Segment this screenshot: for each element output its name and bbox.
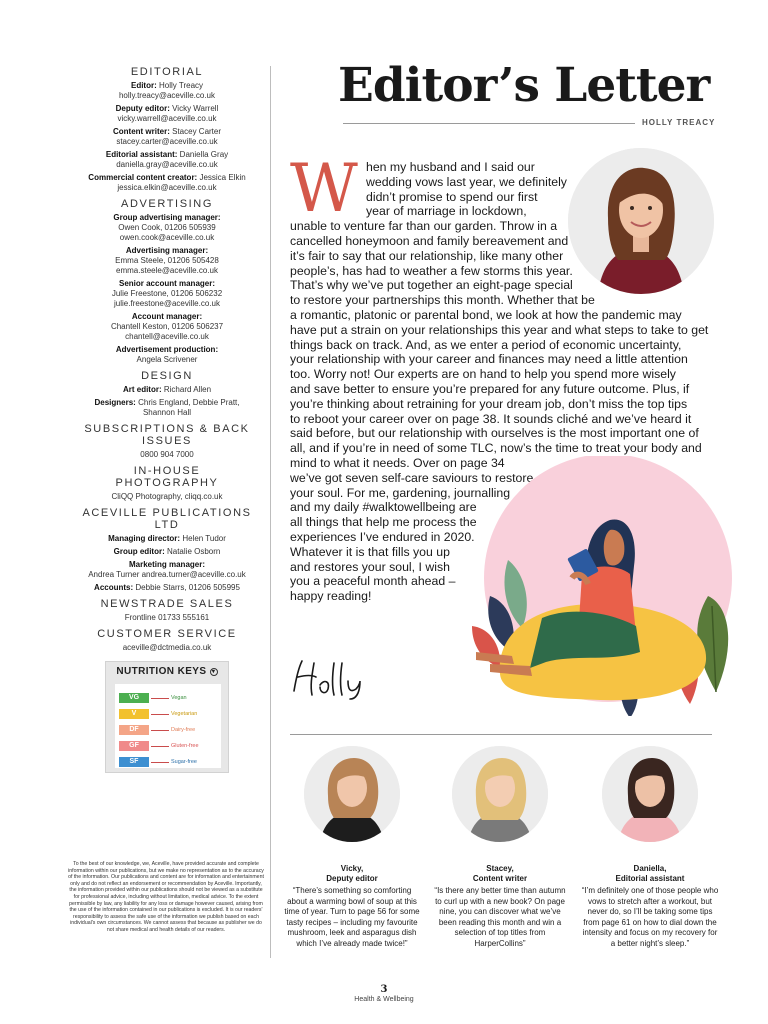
nutrition-key-badge: VG xyxy=(119,693,149,703)
advertising-heading: ADVERTISING xyxy=(121,198,213,210)
publisher-heading: ACEVILLE PUBLICATIONS LTD xyxy=(82,507,252,531)
masthead-entry: Designers: Chris England, Debbie Pratt, Shannon Hall xyxy=(94,398,240,417)
letter-line: wedding vows last year, we definitely xyxy=(366,174,567,189)
contributor-role: Editorial assistant xyxy=(615,874,685,883)
page-title: Editor’s Letter xyxy=(338,58,710,113)
reading-woman-illustration xyxy=(460,456,736,716)
nutrition-keys-title: NUTRITION KEYS ▾ xyxy=(106,666,228,677)
letter-line: all things that help me process the xyxy=(290,515,477,530)
letter-line: have put a strain on your relationships this year and what steps to take to get xyxy=(290,322,709,337)
masthead-entry: Accounts: Debbie Starrs, 01206 505995 xyxy=(94,583,240,592)
letter-line: unable to venture far than our garden. Throw in a xyxy=(290,219,558,234)
letter-line: your soul. For me, gardening, journalling xyxy=(290,485,511,500)
contributor-portrait xyxy=(452,746,548,842)
nutrition-keys-panel xyxy=(105,661,229,773)
masthead-entry: Group editor: Natalie Osborn xyxy=(113,547,221,556)
contributor-quote: “There’s something so comforting about a warming bowl of soup at this time of year. Turn to page 56 for some tasty recipes – including my favourite mushroom, leek and asparagus dish which I’ve already made twice!” xyxy=(284,886,420,948)
letter-line: it’s fair to say that our relationship, like many other xyxy=(290,248,564,263)
customer-service-email: aceville@dctmedia.co.uk xyxy=(122,643,212,652)
nutrition-key-badge: SF xyxy=(119,757,149,767)
letter-line: happy reading! xyxy=(290,589,372,604)
letter-line: your relationship with your career and finances may need a little attention xyxy=(290,352,688,367)
letter-line: hen my husband and I said our xyxy=(366,160,535,174)
letter-line: experiences I’ve endured in 2020. xyxy=(290,529,475,544)
subscriptions-heading: SUBSCRIPTIONS & BACK ISSUES xyxy=(84,423,250,447)
contributor-quote: “Is there any better time than autumn to curl up with a new book? On page nine, you can discover what we’ve been reading this month and win a selection of top titles from HarperCollins” xyxy=(434,886,566,948)
masthead-entry: Editor: Holly Treacy holly.treacy@aceville.co.uk xyxy=(118,81,215,100)
letter-line: year of marriage in lockdown, xyxy=(366,204,527,219)
masthead-entry: Senior account manager: Julie Freestone, 01206 506232 julie.freestone@aceville.co.uk xyxy=(111,279,223,308)
letter-line: and my daily #walktowellbeing are xyxy=(290,500,477,515)
arrow-icon xyxy=(151,698,169,699)
nutrition-key-label: Vegetarian xyxy=(171,711,198,717)
masthead-entry: Content writer: Stacey Carter stacey.carter@aceville.co.uk xyxy=(112,127,222,146)
contributor-portrait xyxy=(602,746,698,842)
letter-line: didn’t promise to spend our first xyxy=(366,189,538,204)
contributor-quote: “I’m definitely one of those people who vows to stretch after a workout, but never do, so I’ll be taking some tips from page 61 on how to dial down the intensity and focus on my recovery for a better night’s sleep.” xyxy=(581,886,719,948)
masthead-entry: Marketing manager: Andrea Turner andrea.turner@aceville.co.uk xyxy=(88,560,246,579)
masthead-entry: Managing director: Helen Tudor xyxy=(108,534,226,543)
masthead-entry: Advertising manager: Emma Steele, 01206 505428 emma.steele@aceville.co.uk xyxy=(115,246,219,275)
nutrition-key-row xyxy=(115,690,221,706)
letter-line: Whatever it is that fills you up xyxy=(290,544,450,559)
column-divider xyxy=(270,66,271,958)
contributor-name: Vicky, xyxy=(340,864,364,873)
letter-line: too. Worry not! Our experts are on hand to help you spend more wisely xyxy=(290,367,676,382)
letter-line: and save better to ensure you’re prepared for any future outcome. Plus, if xyxy=(290,381,690,396)
letter-line: said before, but our relationship with ourselves is the most important one of xyxy=(290,426,699,441)
chevron-down-icon: ▾ xyxy=(210,668,218,676)
editor-signature xyxy=(290,655,400,700)
masthead-sidebar xyxy=(82,66,252,773)
letter-line: people’s, has had to weather a few storms this year. xyxy=(290,263,573,278)
masthead-entry: Group advertising manager: Owen Cook, 01206 505939 owen.cook@aceville.co.uk xyxy=(113,213,221,242)
section-name: Health & Wellbeing xyxy=(354,996,414,1003)
letter-line: things back on track. And, as we enter a period of economic uncertainty, xyxy=(290,337,682,352)
letter-line: to restore your partnerships this month. Whether that be xyxy=(290,293,595,308)
arrow-icon xyxy=(151,746,169,747)
nutrition-key-row xyxy=(115,722,221,738)
page-number: 3 xyxy=(380,984,388,995)
nutrition-key-row xyxy=(115,738,221,754)
nutrition-key-label: Dairy-free xyxy=(171,727,196,733)
masthead-entry: Advertisement production: Angela Scrivener xyxy=(115,345,219,364)
nutrition-key-badge: GF xyxy=(119,741,149,751)
nutrition-keys-list xyxy=(115,684,221,768)
contributor-role: Content writer xyxy=(472,874,528,883)
legal-disclaimer: To the best of our knowledge, we, Aceville, have provided accurate and complete information within our publications, but we make no representation as to the accuracy of the information. Our publications and content are for information and entertainment only and do not reflect an endorsement or recommendation by Aceville. Importantly, the information provided within our publications should not be viewed as a substitute for professional advice, including without limitation, medical advice. To the extent permissible by law, any liability for any loss or damage however caused, arising from the use of the information contained in our publications is excluded. It is our readers' responsibility to assess the safe use of the information we publish based on each individual's own circumstances. We cannot assess that because as publisher we do not share medical and health details of our readers. xyxy=(68,861,264,933)
nutrition-key-badge: DF xyxy=(119,725,149,735)
nutrition-key-badge: V xyxy=(119,709,149,719)
nutrition-key-label: Vegan xyxy=(171,695,187,701)
arrow-icon xyxy=(151,730,169,731)
byline-rule xyxy=(343,123,635,124)
contributor-card xyxy=(430,742,570,950)
letter-line: to reboot your career over on page 38. It sounds cliché and we’ve heard it xyxy=(290,411,692,426)
nutrition-key-label: Sugar-free xyxy=(171,759,197,765)
section-divider xyxy=(290,734,712,735)
contributor-card xyxy=(282,742,422,950)
masthead-entry: Commercial content creator: Jessica Elkin jessica.elkin@aceville.co.uk xyxy=(88,173,246,192)
letter-line: mind to what it needs. Over on page 34 xyxy=(290,455,505,470)
contributor-card xyxy=(580,742,720,950)
nutrition-key-row xyxy=(115,706,221,722)
masthead-entry: Deputy editor: Vicky Warrell vicky.warrell@aceville.co.uk xyxy=(115,104,219,123)
nutrition-key-row xyxy=(115,754,221,770)
editorial-heading: EDITORIAL xyxy=(130,66,204,78)
newstrade-phone: Frontline 01733 555161 xyxy=(124,613,210,622)
drop-cap: W xyxy=(290,150,358,227)
contributor-name: Stacey, xyxy=(486,864,514,873)
letter-line: we’ve got seven self-care saviours to restore xyxy=(290,470,534,485)
contributor-role: Deputy editor xyxy=(326,874,378,883)
byline: HOLLY TREACY xyxy=(642,118,716,127)
design-heading: DESIGN xyxy=(141,370,193,382)
masthead-entry: Account manager: Chantell Keston, 01206 506237 chantell@aceville.co.uk xyxy=(110,312,224,341)
photography-credit: CliQQ Photography, cliqq.co.uk xyxy=(111,492,223,501)
contributor-name: Daniella, xyxy=(633,864,667,873)
masthead-entry: Editorial assistant: Daniella Gray daniella.gray@aceville.co.uk xyxy=(105,150,229,169)
arrow-icon xyxy=(151,762,169,763)
contributor-portrait xyxy=(304,746,400,842)
letter-line: cancelled honeymoon and family bereavement and xyxy=(290,233,569,248)
letter-line: all, and if you’re in need of some TLC, now’s the time to treat your body and xyxy=(290,441,702,456)
nutrition-key-label: Gluten-free xyxy=(171,743,199,749)
letter-line: and restores your soul, I wish xyxy=(290,559,450,574)
letter-line: you a peaceful month ahead – xyxy=(290,574,456,589)
letter-line: you’re thinking about retraining for your dream job, don’t miss the top tips xyxy=(290,396,688,411)
arrow-icon xyxy=(151,714,169,715)
subscriptions-phone: 0800 904 7000 xyxy=(140,450,194,459)
letter-line: a romantic, platonic or parental bond, we look at how the pandemic may xyxy=(290,307,682,322)
customer-service-heading: CUSTOMER SERVICE xyxy=(97,628,237,640)
letter-line: That’s why we’ve put together an eight-page special xyxy=(290,278,573,293)
newstrade-heading: NEWSTRADE SALES xyxy=(100,598,234,610)
masthead-entry: Art editor: Richard Allen xyxy=(122,385,212,394)
photography-heading: IN-HOUSE PHOTOGRAPHY xyxy=(115,465,219,489)
